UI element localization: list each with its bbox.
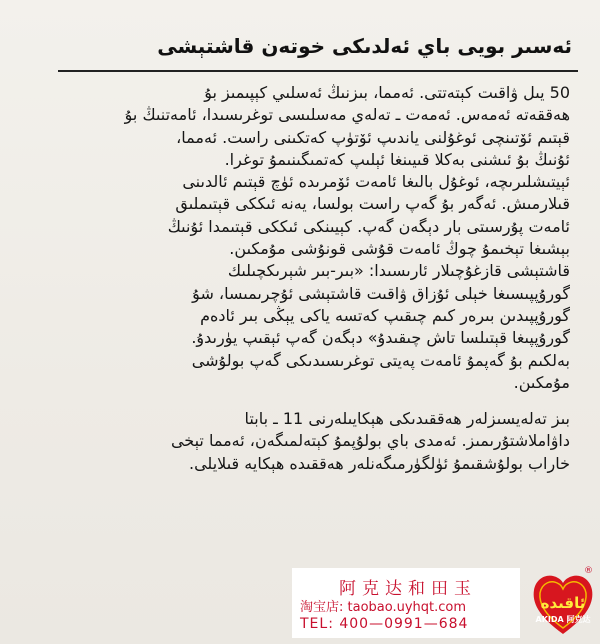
text-line: ئېيتىشلىرىچە، ئوغۇل بالىغا ئامەت ئۆمرىدە ئۈچ قېتىم ئالدىنى	[182, 172, 570, 192]
header-title: ئەسىر بويى باي ئەلدىكى خوتەن قاشتېشى	[157, 34, 572, 58]
text-line: مۇمكىن.	[513, 372, 570, 392]
paragraph-1	[62, 82, 570, 260]
text-line: قىلارمىش. ئەگەر بۇ گەپ راست بولسا، يەنە ئىككى قېتىملىق	[175, 194, 570, 214]
text-line: بەلكىم بۇ گەپمۇ ئامەت پەيتى توغرىسىدىكى گەپ بولۇشى	[191, 350, 570, 370]
running-header	[58, 30, 578, 72]
text-line: ھەققەتە ئەمەس. ئەمەت ـ تەلەي مەسلىسى توغرىسىدا، ئامەتنىڭ بۇ	[124, 105, 570, 125]
text-line: گورۇپپىسىغا خېلى ئۇزاق ۋاقىت قاشتېشى ئۇچرىمىسا، شۇ	[192, 283, 570, 303]
shop-name: 阿克达和田玉	[339, 579, 477, 599]
registered-mark: ®	[584, 566, 593, 576]
text-line: قاشتېشى قازغۇچىلار ئارىسىدا: «بىر-بىر شېرىكچىلىك	[227, 261, 570, 281]
text-line: بېشىغا تېخىمۇ چوڭ ئامەت قۇشى قونۇشى مۇمكىن.	[229, 239, 570, 259]
logo-text: ئاقىدە	[540, 594, 586, 612]
text-line: گورۇپپىدىن بىرەر كىم چىقىپ كەتسە ياكى يېڭى بىر ئادەم	[200, 305, 570, 325]
shop-phone: TEL: 400—0991—684	[300, 616, 469, 632]
text-line: قېتىم ئۆتىنچى ئوغۇلنى ياندىپ ئۆتۈپ كەتكىنى راست. ئەمما،	[176, 127, 570, 147]
paragraph-2	[62, 260, 570, 394]
text-line: خاراب بولۇشقىمۇ ئۈلگۈرمىگەنلەر ھەققىدە ھېكايە قىلايلى.	[189, 453, 570, 473]
body-text	[62, 82, 570, 475]
akida-logo	[530, 568, 596, 638]
text-line: بىز تەلەيسىزلەر ھەققىدىكى ھېكايىلەرنى 11 ـ بابتا	[244, 409, 570, 429]
shop-url: 淘宝店: taobao.uyhqt.com	[300, 600, 467, 615]
text-line: گورۇپپىغا قېتىلسا تاش چىقىدۇ» دېگەن گەپ ئېقىپ يۈرىدۇ.	[191, 328, 570, 348]
paragraph-3	[62, 408, 570, 475]
text-line: 50 يىل ۋاقىت كېتەتتى. ئەمما، بىزنىڭ ئەسلىي كېپىمىز بۇ	[204, 83, 570, 102]
text-line: ئۇنىڭ بۇ ئىشنى بەكلا قىيىنغا ئېلىپ كەتمىگىنىمۇ توغرا.	[224, 149, 570, 169]
text-line: ئامەت پۇرسىتى بار دېگەن گەپ. كېيىنكى ئىككى قېتىمدا ئۇنىڭ	[167, 216, 570, 236]
shop-watermark	[292, 568, 520, 638]
text-line: داۋاملاشتۇرىمىز. ئەمدى باي بولۇپمۇ كېتەلمىگەن، ئەمما تېخى	[170, 431, 570, 451]
logo-subtext: AKIDA 阿克达	[535, 615, 591, 624]
